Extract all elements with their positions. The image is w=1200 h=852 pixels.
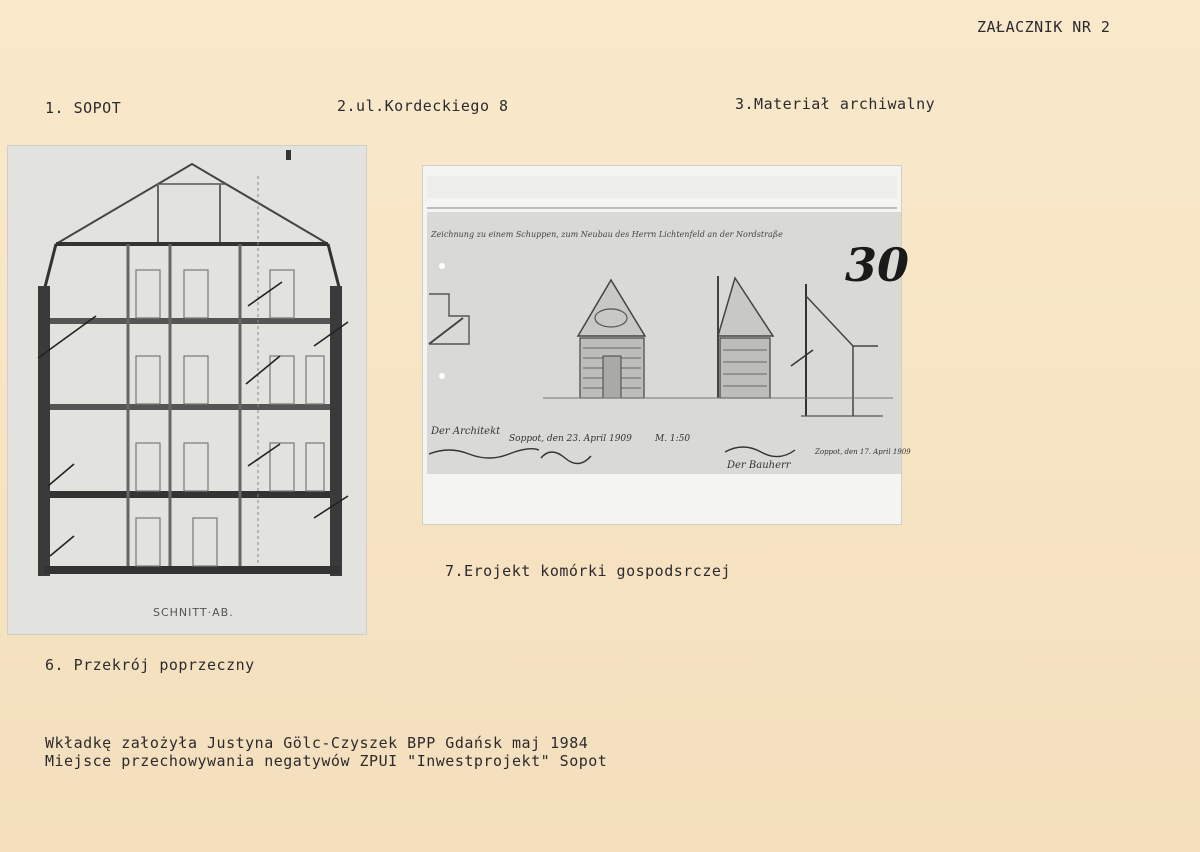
section-drawing-label: SCHNITT·AB.: [153, 606, 234, 619]
sheet-number: 30: [845, 238, 910, 292]
street-field: 2.ul.Kordeckiego 8: [337, 97, 509, 115]
architect-label: Der Architekt: [431, 426, 501, 437]
footer-line-1: Wkładkę założyła Justyna Gölc-Czyszek BPP Gdańsk maj 1984: [45, 734, 589, 752]
scale-label: M. 1:50: [655, 434, 691, 444]
material-field: 3.Materiał archiwalny: [735, 95, 936, 113]
approval-date: Zoppot, den 17. April 1909: [815, 448, 911, 456]
project-drawing: [423, 166, 901, 524]
place-field: 1. SOPOT: [45, 99, 122, 117]
annex-label: ZAŁACZNIK NR 2: [977, 18, 1111, 36]
section-caption: 6. Przekrój poprzeczny: [45, 656, 255, 674]
cross-section-drawing: [8, 146, 366, 634]
builder-label: Der Bauherr: [727, 460, 791, 471]
project-photo: [423, 166, 911, 524]
place-date: Soppot, den 23. April 1909: [509, 434, 632, 444]
project-caption: 7.Erojekt komórki gospodsrczej: [445, 562, 731, 580]
footer-line-2: Miejsce przechowywania negatywów ZPUI "Inwestprojekt" Sopot: [45, 752, 608, 770]
project-title-script: Zeichnung zu einem Schuppen, zum Neubau des Herrn Lichtenfeld an der Nordstraße: [431, 230, 783, 239]
cross-section-photo: [8, 146, 366, 634]
